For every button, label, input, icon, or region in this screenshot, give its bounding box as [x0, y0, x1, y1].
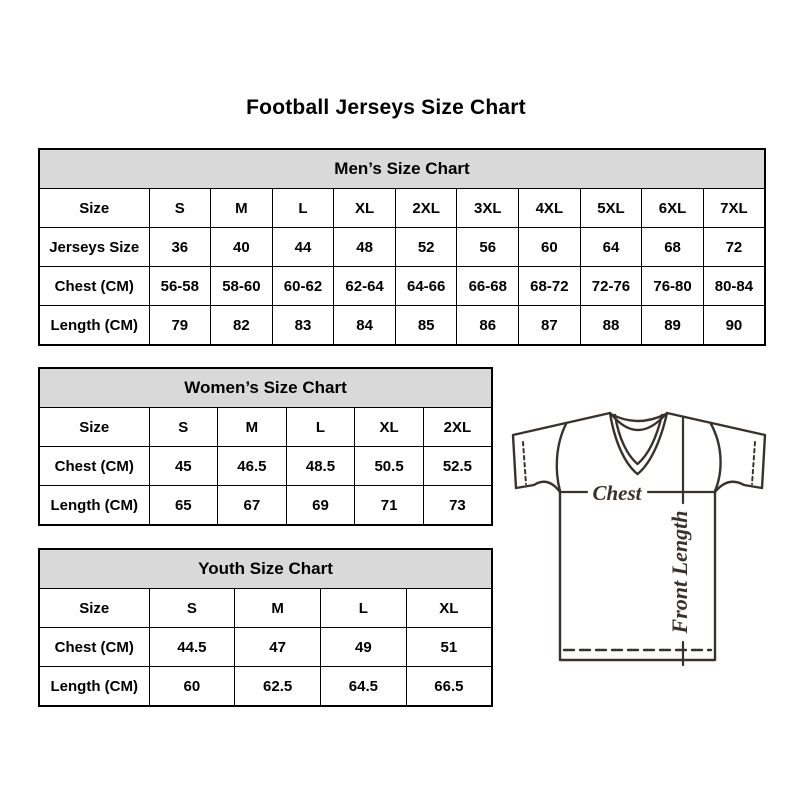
- table-cell: 60: [519, 228, 581, 267]
- table-cell: XL: [334, 189, 396, 228]
- page-title: Football Jerseys Size Chart: [246, 96, 526, 119]
- row-label-cell: Size: [39, 408, 149, 447]
- table-cell: 84: [334, 306, 396, 346]
- womens-size-table: [38, 367, 493, 526]
- table-row: [39, 408, 492, 447]
- youth-table-title: Youth Size Chart: [39, 549, 492, 589]
- table-cell: 67: [218, 486, 287, 526]
- mens-table-title: Men’s Size Chart: [39, 149, 765, 189]
- table-cell: 60-62: [272, 267, 334, 306]
- table-cell: S: [149, 408, 218, 447]
- table-cell: 52.5: [423, 447, 492, 486]
- table-row: [39, 589, 492, 628]
- table-cell: 50.5: [355, 447, 424, 486]
- table-row: [39, 267, 765, 306]
- table-cell: XL: [355, 408, 424, 447]
- table-cell: 5XL: [580, 189, 642, 228]
- table-cell: 64: [580, 228, 642, 267]
- table-cell: 66-68: [457, 267, 519, 306]
- row-label-cell: Jerseys Size: [39, 228, 149, 267]
- table-cell: 83: [272, 306, 334, 346]
- table-cell: 69: [286, 486, 355, 526]
- table-cell: 44: [272, 228, 334, 267]
- table-cell: 72: [703, 228, 765, 267]
- table-cell: 65: [149, 486, 218, 526]
- table-cell: 82: [211, 306, 273, 346]
- table-cell: 85: [395, 306, 457, 346]
- table-cell: 60: [149, 667, 235, 707]
- table-cell: L: [272, 189, 334, 228]
- jersey-collar-inner: [615, 415, 662, 464]
- table-cell: 64-66: [395, 267, 457, 306]
- youth-table-header-row: [39, 549, 492, 589]
- table-cell: 36: [149, 228, 211, 267]
- table-cell: 73: [423, 486, 492, 526]
- table-cell: 62-64: [334, 267, 396, 306]
- table-row: [39, 306, 765, 346]
- table-cell: 68: [642, 228, 704, 267]
- table-cell: 90: [703, 306, 765, 346]
- table-row: [39, 628, 492, 667]
- table-cell: 56-58: [149, 267, 211, 306]
- mens-table-header-row: [39, 149, 765, 189]
- table-cell: 87: [519, 306, 581, 346]
- table-cell: 72-76: [580, 267, 642, 306]
- table-cell: L: [321, 589, 407, 628]
- table-cell: 44.5: [149, 628, 235, 667]
- table-cell: 89: [642, 306, 704, 346]
- table-cell: M: [211, 189, 273, 228]
- table-cell: 56: [457, 228, 519, 267]
- row-label-cell: Length (CM): [39, 486, 149, 526]
- left-cuff-dashed-line: [523, 442, 526, 484]
- jersey-right-armhole-seam: [711, 424, 721, 491]
- table-cell: L: [286, 408, 355, 447]
- mens-size-table: [38, 148, 766, 346]
- table-cell: 2XL: [395, 189, 457, 228]
- table-cell: S: [149, 589, 235, 628]
- table-cell: 4XL: [519, 189, 581, 228]
- jersey-measurement-diagram: [498, 404, 780, 676]
- jersey-left-armhole-seam: [557, 424, 566, 491]
- row-label-cell: Length (CM): [39, 667, 149, 707]
- table-cell: 48: [334, 228, 396, 267]
- table-row: [39, 228, 765, 267]
- table-cell: 79: [149, 306, 211, 346]
- row-label-cell: Size: [39, 189, 149, 228]
- table-cell: 86: [457, 306, 519, 346]
- womens-table-title: Women’s Size Chart: [39, 368, 492, 408]
- row-label-cell: Chest (CM): [39, 628, 149, 667]
- table-cell: 52: [395, 228, 457, 267]
- jersey-right-sleeve: [667, 413, 765, 492]
- right-cuff-dashed-line: [752, 442, 755, 484]
- table-cell: 76-80: [642, 267, 704, 306]
- table-cell: S: [149, 189, 211, 228]
- table-cell: 47: [235, 628, 321, 667]
- table-row: [39, 447, 492, 486]
- table-cell: 49: [321, 628, 407, 667]
- table-cell: 62.5: [235, 667, 321, 707]
- row-label-cell: Chest (CM): [39, 447, 149, 486]
- table-cell: XL: [406, 589, 492, 628]
- table-cell: M: [218, 408, 287, 447]
- table-row: [39, 667, 492, 707]
- table-cell: 7XL: [703, 189, 765, 228]
- table-cell: M: [235, 589, 321, 628]
- womens-table-header-row: [39, 368, 492, 408]
- youth-size-table: [38, 548, 493, 707]
- table-cell: 3XL: [457, 189, 519, 228]
- front-length-label: Front Length: [667, 510, 692, 634]
- table-cell: 68-72: [519, 267, 581, 306]
- table-cell: 58-60: [211, 267, 273, 306]
- table-cell: 46.5: [218, 447, 287, 486]
- table-cell: 40: [211, 228, 273, 267]
- table-cell: 88: [580, 306, 642, 346]
- row-label-cell: Size: [39, 589, 149, 628]
- table-cell: 45: [149, 447, 218, 486]
- table-cell: 51: [406, 628, 492, 667]
- row-label-cell: Chest (CM): [39, 267, 149, 306]
- jersey-collar-back-seam-1: [611, 414, 666, 421]
- table-cell: 71: [355, 486, 424, 526]
- table-cell: 48.5: [286, 447, 355, 486]
- table-cell: 6XL: [642, 189, 704, 228]
- table-cell: 2XL: [423, 408, 492, 447]
- row-label-cell: Length (CM): [39, 306, 149, 346]
- chest-label: Chest: [592, 481, 642, 505]
- table-cell: 80-84: [703, 267, 765, 306]
- table-row: [39, 189, 765, 228]
- table-cell: 66.5: [406, 667, 492, 707]
- table-cell: 64.5: [321, 667, 407, 707]
- table-row: [39, 486, 492, 526]
